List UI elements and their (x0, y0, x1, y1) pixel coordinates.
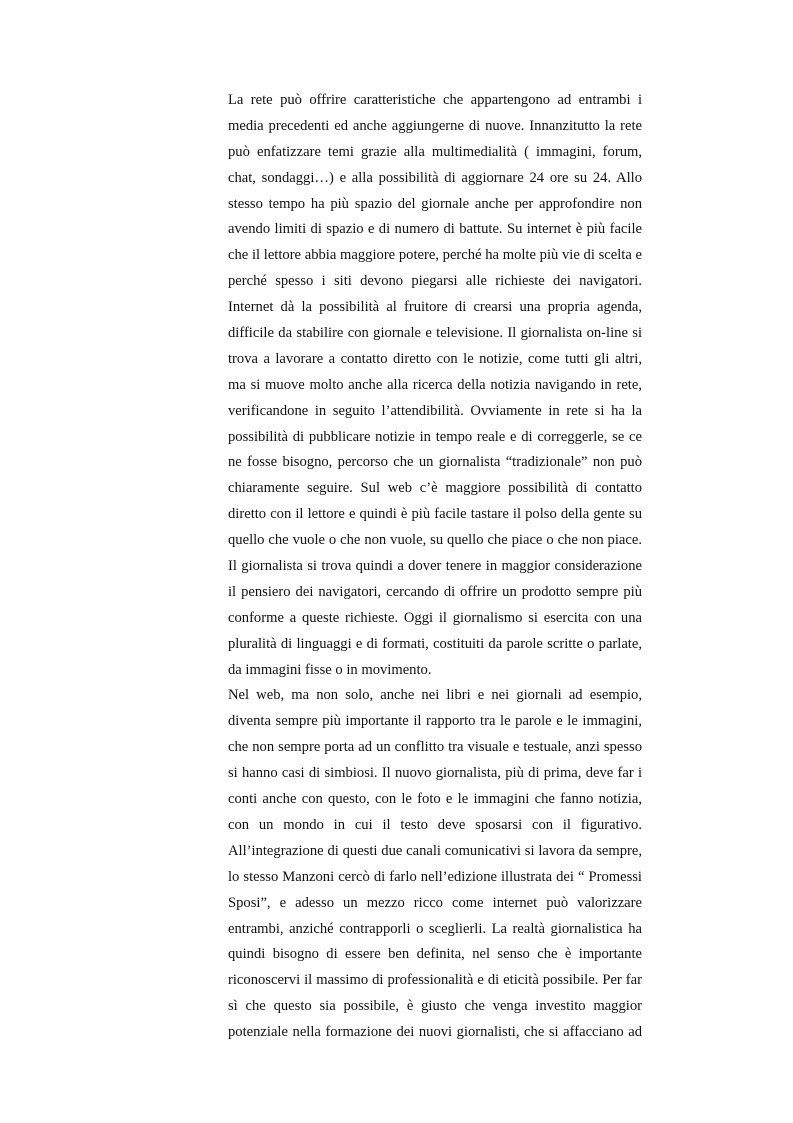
text-line: quindi bisogno di essere ben definita, nel senso che è importante (228, 946, 642, 963)
paragraph (228, 683, 642, 1045)
text-line: All’integrazione di questi due canali comunicativi si lavora da sempre, (228, 842, 642, 859)
text-line: stesso tempo ha più spazio del giornale anche per approfondire non (228, 195, 642, 212)
text-line: che non sempre porta ad un conflitto tra visuale e testuale, anzi spesso (228, 739, 642, 756)
text-line: chiaramente seguire. Sul web c’è maggiore possibilità di contatto (228, 480, 642, 497)
text-line: potenziale nella formazione dei nuovi giornalisti, che si affacciano ad (228, 1024, 642, 1041)
text-line: conforme a queste richieste. Oggi il giornalismo si esercita con una (228, 609, 642, 626)
text-line: riconoscervi il massimo di professionalità e di eticità possibile. Per far (228, 972, 642, 989)
text-line: può enfatizzare temi grazie alla multimedialità ( immagini, forum, (228, 143, 642, 160)
text-line: trova a lavorare a contatto diretto con le notizie, come tutti gli altri, (228, 350, 642, 367)
text-line: perché spesso i siti devono piegarsi alle richieste dei navigatori. (228, 273, 642, 290)
text-line: quello che vuole o che non vuole, su quello che piace o che non piace. (228, 532, 642, 549)
text-line: entrambi, anziché contrapporli o sceglierli. La realtà giornalistica ha (228, 920, 642, 937)
text-line: da immagini fisse o in movimento. (228, 661, 432, 678)
text-line: Il giornalista si trova quindi a dover tenere in maggior considerazione (228, 558, 642, 575)
text-line: sì che questo sia possibile, è giusto che venga investito maggior (228, 998, 642, 1015)
text-line: diventa sempre più importante il rapporto tra le parole e le immagini, (228, 713, 642, 730)
text-line: Nel web, ma non solo, anche nei libri e nei giornali ad esempio, (228, 687, 642, 704)
text-line: verificandone in seguito l’attendibilità. Ovviamente in rete si ha la (228, 402, 642, 419)
paragraph (228, 88, 642, 683)
text-line: media precedenti ed anche aggiungerne di nuove. Innanzitutto la rete (228, 117, 642, 134)
text-line: che il lettore abbia maggiore potere, perché ha molte più vie di scelta e (228, 247, 642, 264)
text-line: possibilità di pubblicare notizie in tempo reale e di correggerle, se ce (228, 428, 642, 445)
text-line: chat, sondaggi…) e alla possibilità di aggiornare 24 ore su 24. Allo (228, 169, 642, 186)
text-line: conti anche con questo, con le foto e le immagini che fanno notizia, (228, 791, 642, 808)
text-line: pluralità di linguaggi e di formati, costituiti da parole scritte o parlate, (228, 635, 642, 652)
text-line: Internet dà la possibilità al fruitore di crearsi una propria agenda, (228, 299, 642, 316)
text-line: La rete può offrire caratteristiche che appartengono ad entrambi i (228, 92, 642, 108)
text-line: il pensiero dei navigatori, cercando di offrire un prodotto sempre più (228, 583, 642, 600)
text-line: Sposi”, e adesso un mezzo ricco come internet può valorizzare (228, 894, 642, 911)
text-line: difficile da stabilire con giornale e televisione. Il giornalista on-line si (228, 325, 642, 342)
text-line: ne fosse bisogno, percorso che un giornalista “tradizionale” non può (228, 454, 642, 471)
text-line: con un mondo in cui il testo deve sposarsi con il figurativo. (228, 816, 642, 833)
text-line: si hanno casi di simbiosi. Il nuovo giornalista, più di prima, deve far i (228, 765, 642, 782)
text-line: ma si muove molto anche alla ricerca della notizia navigando in rete, (228, 376, 642, 393)
text-line: diretto con il lettore e quindi è più facile tastare il polso della gente su (228, 506, 642, 523)
body-text (228, 88, 642, 1046)
text-line: lo stesso Manzoni cercò di farlo nell’edizione illustrata dei “ Promessi (228, 868, 642, 885)
text-line: avendo limiti di spazio e di numero di battute. Su internet è più facile (228, 221, 642, 238)
